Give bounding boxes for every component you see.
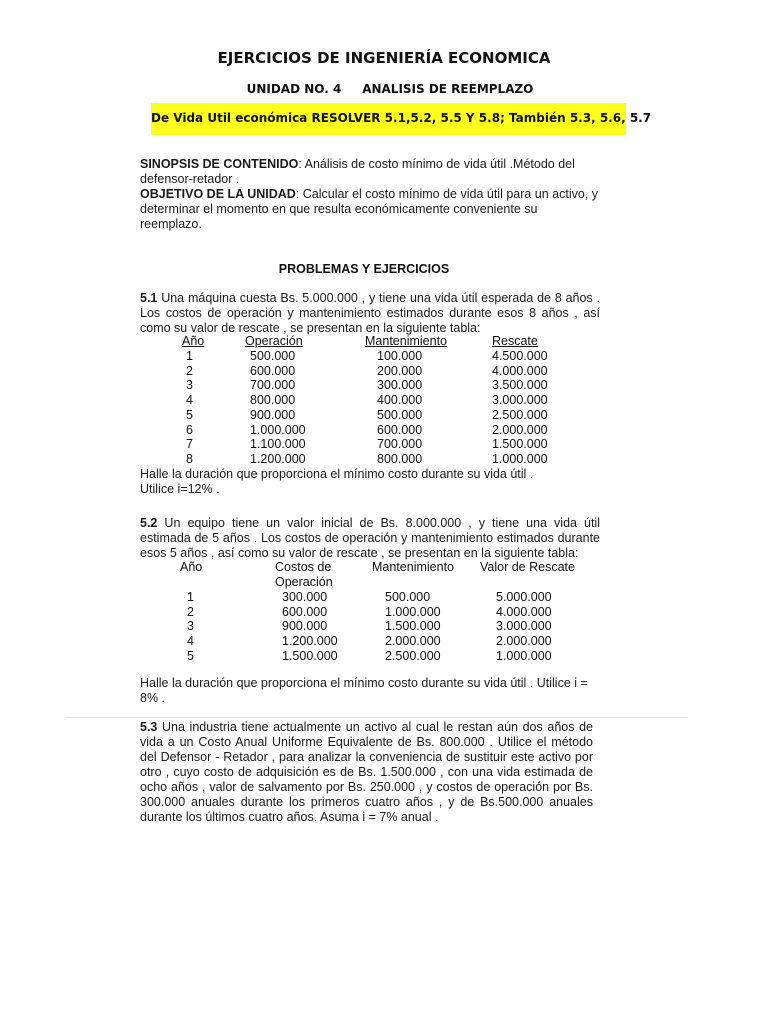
objective-label: OBJETIVO DE LA UNIDAD: [140, 187, 296, 201]
table-cell: 1.000.000: [385, 604, 441, 619]
synopsis-block: [140, 157, 600, 232]
table-cell: 600.000: [377, 422, 423, 437]
table-cell: 300.000: [282, 590, 328, 604]
table-cell: 1.500.000: [492, 437, 548, 452]
table-cell: 2.500.000: [385, 648, 441, 663]
problem-text: Una industria tiene actualmente un activo al cual le restan aún dos años de vida a un Costo Anual Uniforme Equivalente de Bs. 800.000 . Utilice el método del Defensor - Retador , para analizar la conveniencia de sustituir este activo por otro , cuyo costo de adquisición es de Bs. 1.500.000 , con una vida estimada de ocho años , valor de salvamento por Bs. 250.000 , y costos de operación por Bs. 300.000 anuales durante los primeros cuatro años , y de Bs.500.000 anuales durante los últimos cuatro años. Asuma i = 7% anual .: [140, 720, 593, 824]
table-cell: 1.500.000: [385, 619, 441, 634]
table-header: Mantenimiento: [365, 334, 447, 348]
table-cell: 800.000: [250, 393, 296, 408]
objective-text: : Calcular el costo mínimo de vida útil para un activo, y determinar el momento en que resulta económicamente conveniente su reemplazo.: [140, 187, 599, 231]
table-cell: 4: [186, 393, 193, 408]
synopsis-label: SINOPSIS DE CONTENIDO: [140, 157, 299, 171]
table-header: Año: [180, 560, 203, 574]
table-cell: 4.000.000: [492, 363, 548, 378]
problem-5-2-closing: Halle la duración que proporciona el mínimo costo durante su vida útil . Utilice i = 8% .: [140, 676, 588, 705]
table-cell: 3.500.000: [492, 378, 548, 393]
table-cell: 500.000: [377, 407, 423, 422]
problem-number: 5.1: [140, 291, 158, 305]
table-cell: 600.000: [250, 363, 296, 378]
table-cell: 700.000: [250, 378, 296, 393]
document-title: EJERCICIOS DE INGENIERÍA ECONOMICA: [217, 49, 551, 67]
table-cell: 900.000: [250, 407, 296, 422]
table-cell: 5.000.000: [496, 590, 552, 604]
problem-5-1-table: [0, 334, 768, 469]
table-header: Valor de Rescate: [480, 560, 575, 574]
problem-text: Un equipo tiene un valor inicial de Bs. 8.000.000 , y tiene una vida útil estimada de 5 años . Los costos de operación y mantenimiento estimados durante esos 5 años , así como su valor de rescate , se presentan en la siguiente tabla:: [140, 516, 600, 560]
table-cell: 600.000: [282, 604, 328, 619]
problem-number: 5.2: [140, 516, 158, 530]
problem-number: 5.3: [140, 720, 158, 734]
table-cell: 400.000: [377, 393, 423, 408]
synopsis-paragraph: [140, 157, 600, 187]
table-header: Mantenimiento: [372, 560, 454, 574]
table-cell: 700.000: [377, 437, 423, 452]
table-cell: 1.000.000: [250, 422, 306, 437]
table-cell: 3.000.000: [496, 619, 552, 634]
table-cell: 1.500.000: [282, 648, 338, 663]
table-cell: 2: [187, 604, 194, 619]
table-cell: 4.000.000: [496, 604, 552, 619]
closing-line: Halle la duración que proporciona el mínimo costo durante su vida útil .: [140, 467, 534, 481]
table-header: Operación: [245, 334, 303, 348]
table-cell: 2.000.000: [496, 634, 552, 649]
objective-paragraph: [140, 187, 600, 232]
table-cell: 1.000.000: [496, 648, 552, 663]
table-header: Costos de Operación: [275, 560, 333, 589]
table-header: Rescate: [492, 334, 538, 348]
table-cell: 6: [186, 422, 193, 437]
table-cell: 500.000: [250, 349, 296, 363]
table-cell: 3: [187, 619, 194, 634]
assignment-instructions: De Vida Util económica RESOLVER 5.1,5.2, 5.5 Y 5.8; También 5.3, 5.6, 5.7: [151, 111, 652, 125]
table-cell: 2: [186, 363, 193, 378]
table-cell: 300.000: [377, 378, 423, 393]
closing-line: Utilice i=12% .: [140, 482, 220, 496]
table-cell: 2.000.000: [492, 422, 548, 437]
table-cell: 800.000: [377, 451, 423, 466]
table-cell: 500.000: [385, 590, 431, 604]
problem-text: Una máquina cuesta Bs. 5.000.000 , y tiene una vida útil esperada de 8 años . Los costos de operación y mantenimiento estimados durante esos 8 años , así como su valor de rescate , se presentan en la siguiente tabla:: [140, 291, 600, 335]
unit-subtitle: UNIDAD NO. 4 ANALISIS DE REEMPLAZO: [246, 82, 534, 96]
table-cell: 1: [187, 590, 194, 604]
table-cell: 1.200.000: [282, 634, 338, 649]
problem-5-1-intro: [140, 291, 600, 336]
problems-heading: PROBLEMAS Y EJERCICIOS: [278, 262, 450, 276]
table-cell: 3.000.000: [492, 393, 548, 408]
table-cell: 100.000: [377, 349, 423, 363]
table-cell: 2.500.000: [492, 407, 548, 422]
problem-5-2-table: [0, 560, 768, 665]
table-cell: 1.200.000: [250, 451, 306, 466]
table-cell: 7: [186, 437, 193, 452]
synopsis-text: : Análisis de costo mínimo de vida útil .Método del defensor-retador .: [140, 157, 575, 186]
table-cell: 5: [187, 648, 194, 663]
section-divider: [66, 717, 688, 718]
table-cell: 2.000.000: [385, 634, 441, 649]
problem-5-1-closing: [140, 467, 600, 497]
table-cell: 1.000.000: [492, 451, 548, 466]
table-header: Año: [182, 334, 205, 348]
table-cell: 1.100.000: [250, 437, 306, 452]
problem-5-3-text: [140, 720, 593, 825]
table-cell: 5: [186, 407, 193, 422]
table-cell: 200.000: [377, 363, 423, 378]
table-cell: 3: [186, 378, 193, 393]
table-cell: 1: [186, 349, 193, 363]
table-cell: 8: [186, 451, 193, 466]
table-cell: 4.500.000: [492, 349, 548, 363]
table-cell: 900.000: [282, 619, 328, 634]
problem-5-2-intro: [140, 516, 600, 561]
table-cell: 4: [187, 634, 194, 649]
